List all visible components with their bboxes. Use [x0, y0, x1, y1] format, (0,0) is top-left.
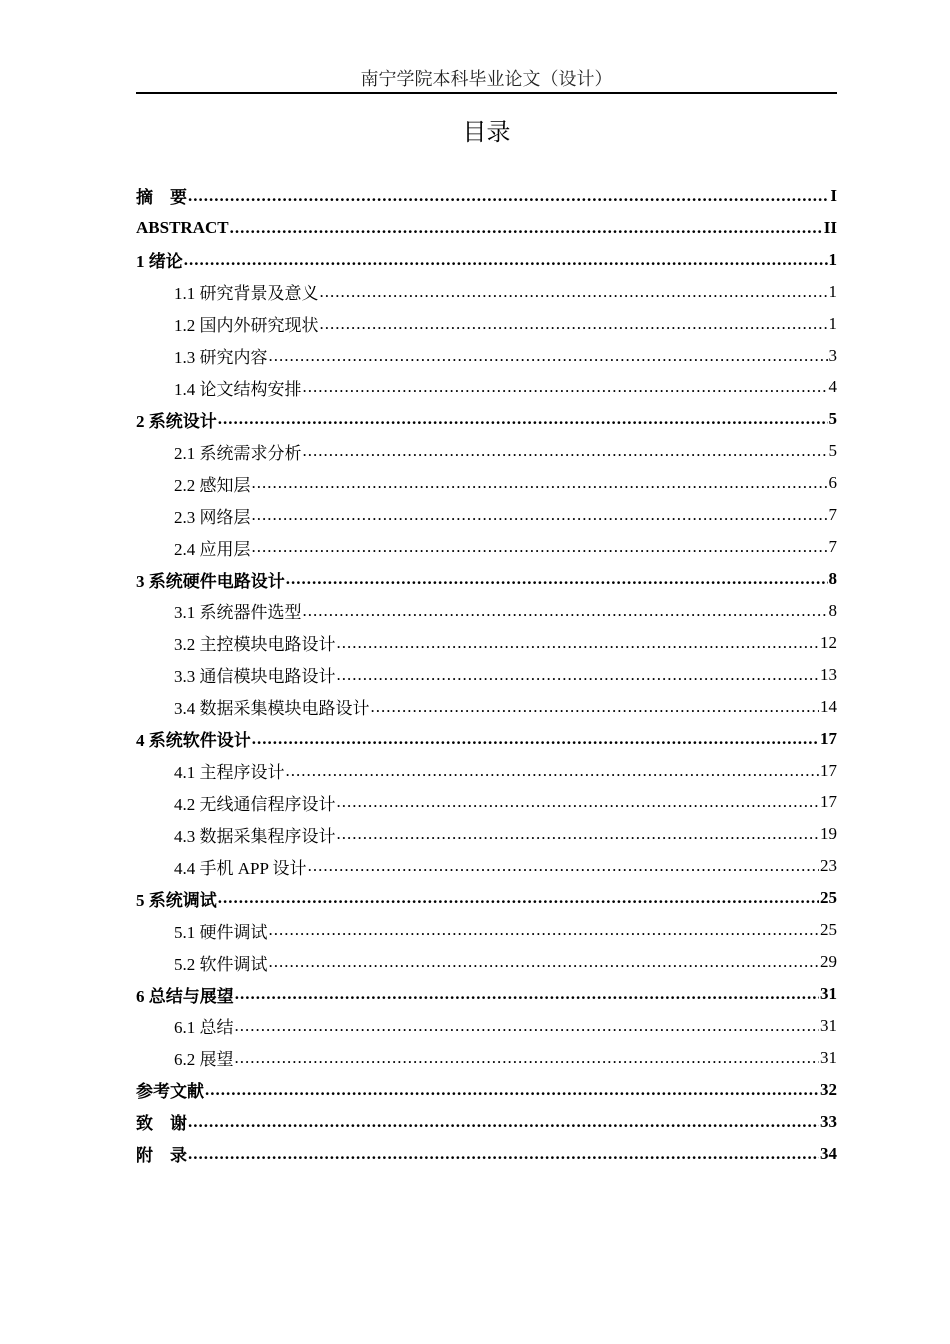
- toc-dot-leader: [205, 1080, 819, 1100]
- toc-entry-page-number: 25: [820, 888, 837, 908]
- toc-entry-page-number: 29: [820, 952, 837, 972]
- toc-dot-leader: [269, 920, 820, 940]
- toc-entry-page-number: 7: [828, 537, 837, 557]
- toc-entry-label: 4 系统软件设计: [136, 731, 251, 751]
- toc-entry-label: 2.3 网络层: [174, 507, 251, 527]
- toc-dot-leader: [252, 537, 828, 557]
- toc-dot-leader: [184, 250, 828, 270]
- toc-entry-page-number: II: [823, 217, 837, 237]
- toc-dot-leader: [235, 1048, 820, 1068]
- toc-entry[interactable]: [136, 595, 837, 627]
- toc-entry-label: 1.2 国内外研究现状: [174, 316, 319, 336]
- toc-dot-leader: [218, 409, 828, 429]
- toc-entry[interactable]: [136, 531, 837, 563]
- toc-entry-label: 4.2 无线通信程序设计: [174, 794, 336, 814]
- toc-entry[interactable]: [136, 787, 837, 819]
- toc-entry[interactable]: [136, 1106, 837, 1138]
- toc-entry[interactable]: [136, 1138, 837, 1170]
- toc-entry[interactable]: [136, 308, 837, 340]
- toc-entry[interactable]: [136, 978, 837, 1010]
- toc-entry[interactable]: [136, 1010, 837, 1042]
- toc-dot-leader: [269, 952, 820, 972]
- toc-entry-page-number: 5: [828, 409, 837, 429]
- toc-entry[interactable]: [136, 818, 837, 850]
- toc-dot-leader: [230, 218, 823, 238]
- toc-dot-leader: [320, 282, 828, 302]
- toc-entry[interactable]: [136, 659, 837, 691]
- toc-dot-leader: [337, 824, 820, 844]
- toc-entry-label: ABSTRACT: [136, 217, 229, 237]
- toc-entry-label: 3.2 主控模块电路设计: [174, 635, 336, 655]
- toc-entry-page-number: 34: [820, 1143, 837, 1163]
- toc-entry-page-number: I: [830, 185, 837, 205]
- toc-dot-leader: [286, 569, 828, 589]
- toc-entry-page-number: 12: [820, 632, 837, 652]
- toc-entry-label: 1.1 研究背景及意义: [174, 284, 319, 304]
- toc-dot-leader: [337, 665, 820, 685]
- toc-dot-leader: [371, 697, 820, 717]
- toc-dot-leader: [188, 1144, 819, 1164]
- toc-entry-page-number: 4: [828, 377, 837, 397]
- toc-entry-page-number: 14: [820, 696, 837, 716]
- toc-entry-label: 2.1 系统需求分析: [174, 443, 302, 463]
- toc-entry-page-number: 23: [820, 856, 837, 876]
- toc-entry-page-number: 17: [820, 728, 837, 748]
- toc-entry[interactable]: [136, 403, 837, 435]
- toc-dot-leader: [303, 377, 828, 397]
- toc-entry[interactable]: [136, 340, 837, 372]
- toc-entry-page-number: 1: [828, 313, 837, 333]
- toc-entry-label: 6.1 总结: [174, 1018, 234, 1038]
- page-title: 目录: [462, 118, 511, 146]
- toc-entry-label: 致 谢: [136, 1114, 187, 1134]
- toc-entry-label: 2.2 感知层: [174, 475, 251, 495]
- toc-entry-page-number: 1: [828, 281, 837, 301]
- toc-dot-leader: [320, 314, 828, 334]
- toc-entry-label: 6.2 展望: [174, 1050, 234, 1070]
- toc-entry[interactable]: [136, 244, 837, 276]
- toc-entry-page-number: 1: [828, 249, 837, 269]
- toc-entry-label: 1 绪论: [136, 252, 183, 272]
- toc-dot-leader: [235, 1016, 820, 1036]
- toc-entry-page-number: 13: [820, 664, 837, 684]
- toc-entry-page-number: 6: [828, 473, 837, 493]
- toc-entry-label: 3.4 数据采集模块电路设计: [174, 699, 370, 719]
- toc-entry-label: 3.3 通信模块电路设计: [174, 667, 336, 687]
- toc-entry-page-number: 7: [828, 505, 837, 525]
- toc-entry-page-number: 31: [820, 1047, 837, 1067]
- toc-dot-leader: [188, 186, 829, 206]
- toc-dot-leader: [252, 729, 819, 749]
- toc-entry-page-number: 31: [820, 1015, 837, 1035]
- toc-entry-label: 2 系统设计: [136, 411, 217, 431]
- toc-entry-label: 1.3 研究内容: [174, 348, 268, 368]
- toc-entry[interactable]: [136, 627, 837, 659]
- toc-entry[interactable]: [136, 914, 837, 946]
- toc-entry-page-number: 8: [828, 569, 837, 589]
- toc-entry[interactable]: [136, 1042, 837, 1074]
- toc-dot-leader: [337, 792, 820, 812]
- toc-entry-page-number: 32: [820, 1079, 837, 1099]
- toc-entry-label: 4.4 手机 APP 设计: [174, 858, 307, 878]
- toc-entry-page-number: 8: [828, 600, 837, 620]
- toc-dot-leader: [308, 856, 819, 876]
- toc-entry-label: 5.1 硬件调试: [174, 922, 268, 942]
- toc-entry-page-number: 17: [820, 792, 837, 812]
- toc-entry-page-number: 19: [820, 824, 837, 844]
- toc-dot-leader: [303, 601, 828, 621]
- page-header: 南宁学院本科毕业论文（设计）: [360, 69, 613, 89]
- toc-entry-label: 附 录: [136, 1146, 187, 1166]
- toc-entry-label: 4.1 主程序设计: [174, 763, 285, 783]
- toc-dot-leader: [286, 761, 820, 781]
- toc-dot-leader: [235, 984, 819, 1004]
- toc-entry-page-number: 3: [828, 345, 837, 365]
- toc-dot-leader: [337, 633, 820, 653]
- toc-entry-label: 摘 要: [136, 188, 187, 208]
- toc-entry-label: 5 系统调试: [136, 890, 217, 910]
- toc-entry-page-number: 25: [820, 920, 837, 940]
- toc-entry-label: 1.4 论文结构安排: [174, 379, 302, 399]
- toc-dot-leader: [252, 505, 828, 525]
- toc-entry-page-number: 17: [820, 760, 837, 780]
- toc-entry-label: 3 系统硬件电路设计: [136, 571, 285, 591]
- toc-dot-leader: [218, 888, 819, 908]
- toc-entry-page-number: 33: [820, 1111, 837, 1131]
- toc-entry-label: 4.3 数据采集程序设计: [174, 826, 336, 846]
- toc-entry-label: 6 总结与展望: [136, 986, 234, 1006]
- toc-dot-leader: [269, 346, 828, 366]
- toc-dot-leader: [252, 473, 828, 493]
- toc-entry[interactable]: [136, 850, 837, 882]
- toc-entry-label: 参考文献: [136, 1082, 204, 1102]
- header-divider: [136, 92, 837, 94]
- toc-dot-leader: [303, 441, 828, 461]
- toc-entry[interactable]: [136, 180, 837, 212]
- toc-entry[interactable]: [136, 435, 837, 467]
- toc-entry-label: 2.4 应用层: [174, 539, 251, 559]
- toc-entry[interactable]: [136, 212, 837, 244]
- toc-entry[interactable]: [136, 372, 837, 404]
- toc-entry[interactable]: [136, 563, 837, 595]
- toc-entry-page-number: 31: [820, 984, 837, 1003]
- toc-entry[interactable]: [136, 755, 837, 787]
- toc-entry-label: 3.1 系统器件选型: [174, 603, 302, 623]
- toc-entry[interactable]: [136, 691, 837, 723]
- toc-dot-leader: [188, 1112, 819, 1132]
- toc-entry[interactable]: [136, 946, 837, 978]
- toc-entry[interactable]: [136, 499, 837, 531]
- toc-entry[interactable]: [136, 882, 837, 914]
- toc-entry-page-number: 5: [828, 441, 837, 461]
- toc-entry-label: 5.2 软件调试: [174, 954, 268, 974]
- toc-entry[interactable]: [136, 276, 837, 308]
- toc-entry[interactable]: [136, 723, 837, 755]
- toc-entry[interactable]: [136, 1074, 837, 1106]
- toc-entry[interactable]: [136, 467, 837, 499]
- table-of-contents: [136, 180, 837, 1170]
